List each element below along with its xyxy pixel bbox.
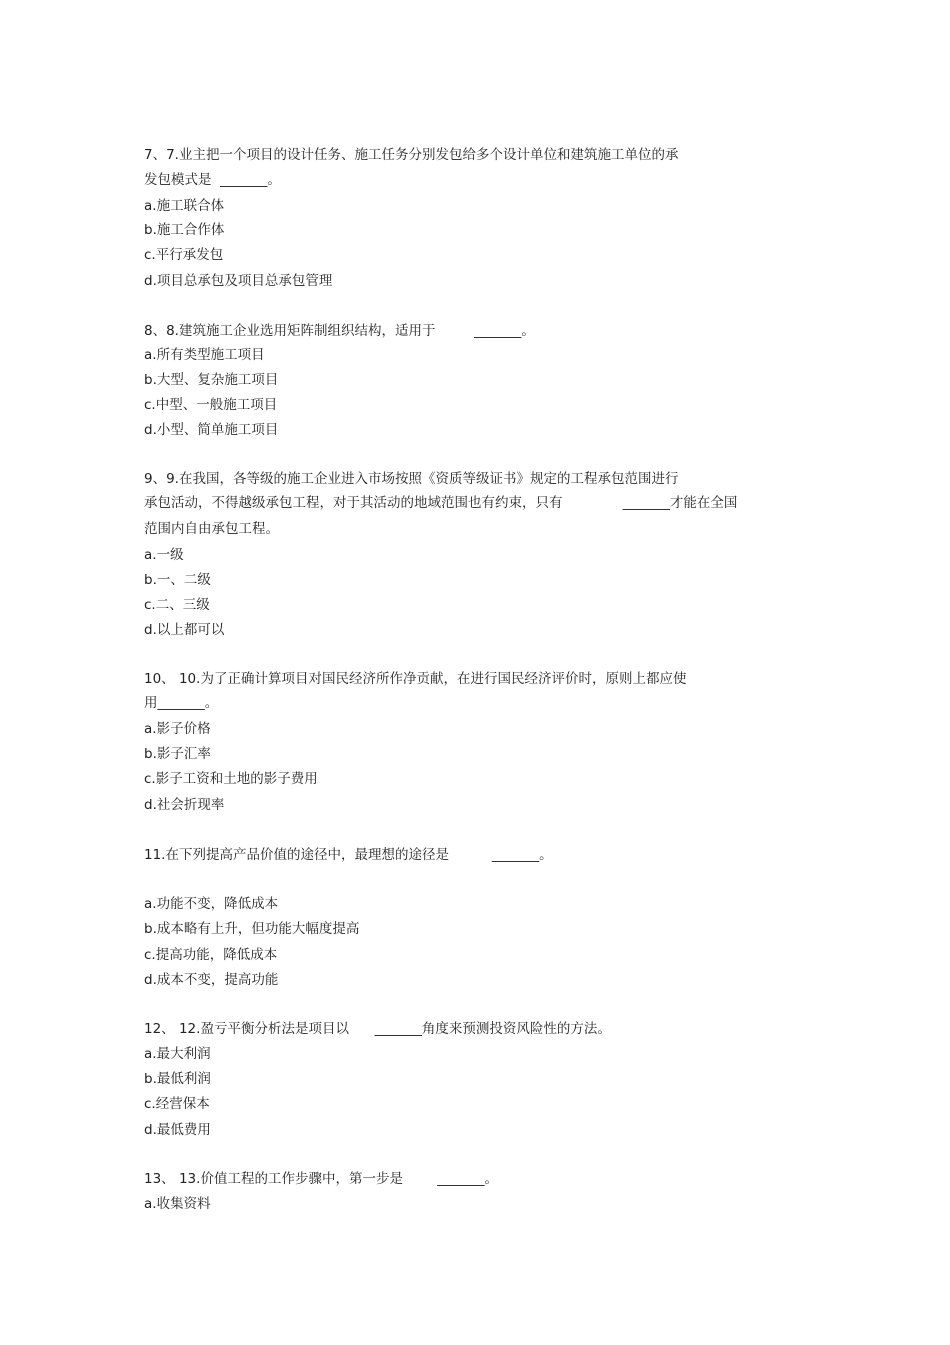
question-stem: 12、 12.盈亏平衡分析法是项目以 _______角度来预测投资风险性的方法。: [144, 1021, 611, 1037]
question-stem: 承包活动，不得越级承包工程，对于其活动的地域范围也有约束，只有 _______才能在全国: [144, 495, 738, 511]
question-stem: 11.在下列提高产品价值的途径中，最理想的途径是 _______。: [144, 847, 553, 863]
option-d: d.以上都可以: [144, 622, 225, 638]
option-d: d.成本不变，提高功能: [144, 972, 279, 988]
option-d: d.项目总承包及项目总承包管理: [144, 273, 333, 289]
option-b: b.成本略有上升，但功能大幅度提高: [144, 921, 360, 937]
option-a: a.最大利润: [144, 1046, 211, 1062]
option-b: b.最低利润: [144, 1071, 211, 1087]
option-a: a.所有类型施工项目: [144, 347, 265, 363]
option-b: b.影子汇率: [144, 746, 211, 762]
option-a: a.施工联合体: [144, 198, 225, 214]
option-d: d.小型、简单施工项目: [144, 422, 279, 438]
option-d: d.社会折现率: [144, 797, 225, 813]
option-a: a.功能不变，降低成本: [144, 896, 279, 912]
question-stem: 7、7.业主把一个项目的设计任务、施工任务分别发包给多个设计单位和建筑施工单位的承: [144, 147, 679, 163]
option-a: a.收集资料: [144, 1196, 211, 1212]
option-b: b.大型、复杂施工项目: [144, 372, 279, 388]
option-d: d.最低费用: [144, 1122, 211, 1138]
option-c: c.提高功能，降低成本: [144, 947, 278, 963]
question-stem: 发包模式是 _______。: [144, 172, 281, 188]
option-c: c.中型、一般施工项目: [144, 397, 278, 413]
question-stem: 范围内自由承包工程。: [144, 521, 279, 537]
option-b: b.一、二级: [144, 572, 211, 588]
question-stem: 9、9.在我国，各等级的施工企业进入市场按照《资质等级证书》规定的工程承包范围进行: [144, 471, 679, 487]
question-stem: 13、 13.价值工程的工作步骤中，第一步是 _______。: [144, 1171, 499, 1187]
option-a: a.一级: [144, 547, 184, 563]
option-c: c.二、三级: [144, 597, 210, 613]
option-b: b.施工合作体: [144, 222, 225, 238]
option-a: a.影子价格: [144, 721, 211, 737]
option-c: c.平行承发包: [144, 247, 224, 263]
option-c: c.经营保本: [144, 1096, 210, 1112]
question-stem: 8、8.建筑施工企业选用矩阵制组织结构，适用于 _______。: [144, 323, 535, 339]
question-stem: 10、 10.为了正确计算项目对国民经济所作净贡献，在进行国民经济评价时，原则上都应使: [144, 671, 687, 687]
option-c: c.影子工资和土地的影子费用: [144, 771, 318, 787]
question-stem: 用_______。: [144, 695, 219, 711]
